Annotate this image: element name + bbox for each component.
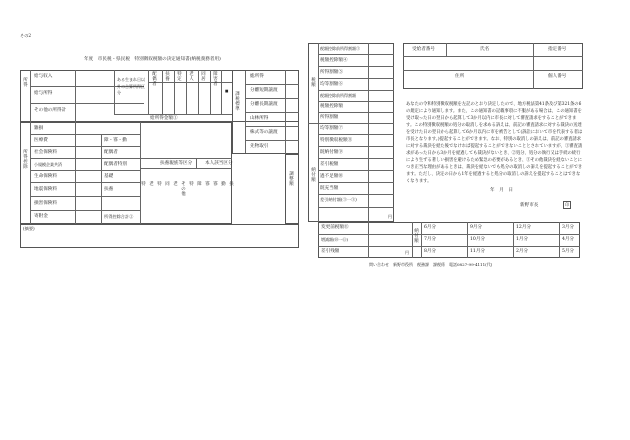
ded-right-3: 基礎 <box>104 174 114 179</box>
ts-row-short: 分離短期譲渡 <box>250 88 278 93</box>
bottom-row-2: 差引残額 <box>321 249 340 254</box>
tax-row-11: 過不足額⑩ <box>320 174 343 179</box>
adjust-label: 調整額 <box>289 172 294 187</box>
month-0: 6月分 <box>424 225 437 230</box>
payment-vertical-label: 納付額 <box>311 168 316 183</box>
dep-col-spouse: 配偶者 <box>152 72 157 87</box>
month-3: 9月分 <box>470 225 483 230</box>
tax-row-0: 税額控除前所得割額③ <box>320 46 360 51</box>
hdr-name: 氏名 <box>480 47 490 52</box>
contact-line: 問い合わせ 新野市役所 税務課 課税係 電話0827-99-4111(代) <box>369 262 493 267</box>
bottom-row-0: 変更前税額⑪ <box>321 225 349 230</box>
tax-row-2: 所得割額⑤ <box>320 70 343 75</box>
ded-sub-8: 寡 <box>205 182 210 187</box>
tax-row-12: 既充当額 <box>320 186 339 191</box>
dep-col-disabled: 障害者 <box>213 72 218 87</box>
ded-right-5: 所得控除合計② <box>104 214 134 219</box>
ded-left-2: 社会保険料 <box>34 150 57 155</box>
month-5: 11月分 <box>470 249 486 254</box>
ts-row-forest: 山林所得 <box>250 116 269 121</box>
seal-label: 印 <box>565 202 569 207</box>
ded-sub-2: 特 <box>157 182 162 187</box>
ded-sub-9: 寡 <box>213 182 218 187</box>
ded-sub-4: 老 <box>173 182 178 187</box>
hdr-address: 住所 <box>455 74 465 79</box>
income-section-label: 所得 <box>23 78 28 88</box>
ded-sub-7: 障 <box>197 182 202 187</box>
deduction-section-label: 所得控除 <box>23 150 28 170</box>
ded-right-2: 配偶者特別 <box>104 162 127 167</box>
tax-row-10: 差引税額 <box>320 162 339 167</box>
tax-standard-side-label: 課税標準 <box>235 92 240 112</box>
corner-label: その2 <box>20 33 32 38</box>
hdr-recipient-no: 受給者番号 <box>412 47 435 52</box>
dep-col-support: 扶養 <box>165 72 170 82</box>
ts-row-stock: 株式等の譲渡 <box>250 130 278 135</box>
ded-right-0: 障・寡・勤 <box>104 138 127 143</box>
memo-block <box>20 224 299 248</box>
month-11: 5月分 <box>562 249 575 254</box>
dep-col-together: 同居 <box>201 72 206 82</box>
income-row-other: その他の所得計 <box>34 108 67 113</box>
income-total-label: 給所得金額① <box>150 116 178 121</box>
adjust-block <box>285 154 299 224</box>
ded-left-5: 地震保険料 <box>34 187 57 192</box>
month-10: 4月分 <box>562 237 575 242</box>
ts-row-long: 分離長期譲渡 <box>250 102 278 107</box>
ded-sub-10: 勤 <box>221 182 226 187</box>
dep-count-header: 本人該当区分 <box>205 161 233 166</box>
ded-left-4: 生命保険料 <box>34 174 57 179</box>
month-8: 2月分 <box>516 249 529 254</box>
ded-sub-3: 同 <box>165 182 170 187</box>
month-6: 12月分 <box>516 225 532 230</box>
ded-right-1: 配偶者 <box>104 150 118 155</box>
ded-left-7: 寄附金 <box>34 214 48 219</box>
bottom-yen-0: 円 <box>405 250 409 255</box>
dep-mark: ■ <box>225 89 229 93</box>
income-row-salary: 給与収入 <box>34 74 53 79</box>
notice-date: 年 月 日 <box>490 188 513 193</box>
month-2: 8月分 <box>424 249 437 254</box>
ded-right-4: 扶養 <box>104 187 114 192</box>
bottom-row-1: 増減額(⑩一⑪) <box>321 237 349 242</box>
dep-header: 扶養親族等区分 <box>160 161 193 166</box>
ded-sub-1: 老 <box>149 182 154 187</box>
issuer: 新野市長 <box>520 203 539 208</box>
hdr-designated-no: 指定番号 <box>548 47 567 52</box>
payment-months-label: 納付額 <box>414 229 419 244</box>
ded-sub-6: 特 <box>189 182 194 187</box>
income-mid-label: ある生まれ日以外の合算所得区分 <box>117 77 145 95</box>
month-1: 7月分 <box>424 237 437 242</box>
ded-left-3: 小規模企業共済 <box>34 162 62 167</box>
ts-row-total: 総所得 <box>250 74 264 79</box>
tax-row-13: 差引納付額(③一③) <box>320 197 357 202</box>
month-4: 10月分 <box>470 237 486 242</box>
ded-sub-5: その他 <box>181 182 186 197</box>
tax-row-3: 均等割額⑥ <box>320 82 343 87</box>
memo-label: (摘要) <box>23 226 35 231</box>
notice-text: あなたの令和特別徴収税額を左記のとおり決定したので、地方税法第41条及び第321条の6の規定により通知します。また、この通知書の記載事項に不服がある場合は、この通知書を受け取った日の翌日から起算して3か月以内に市長に対して審査請求をすることができます。この特別徴収税額の処分の取消しを求める訴えは、前記の審査請求に対する裁決の送達を受けた日の翌日から起算して6か月以内に市を被告として(訴訟において市を代表する者は市長となります。)提起することができます。なお、特別の取消しの訴えは、前記の審査請求に対する裁決を経た後でなければ提起することができないこととされていますが、①審査請求があった日から3か月を経過しても裁決がないとき、②処分、処分の執行又は手続の続行により生ずる著しい損害を避けるため緊急の必要があるとき、③その他裁決を経ないことにつき正当な理由があるときは、裁決を経ないでも処分の取消しの訴えを提起することができます。ただし、決定の日から1年を経過すると処分の取消しの訴えを提起することはできなくなります。 <box>406 102 583 184</box>
month-7: 1月分 <box>516 237 529 242</box>
month-9: 3月分 <box>562 225 575 230</box>
ded-left-6: 損害保険料 <box>34 201 57 206</box>
tax-row-5: 税額控除額 <box>320 104 343 109</box>
hdr-personal-no: 個人番号 <box>548 74 567 79</box>
ded-sub-0: 特 <box>141 182 146 187</box>
dep-col-elderly: 老人 <box>189 72 194 82</box>
tax-row-8: 特別徴収税額⑧ <box>320 138 353 143</box>
ded-left-1: 医療費 <box>34 138 48 143</box>
form-title: 年度 市民税・県民税 特別徴収税額の決定通知書(納税義務者用) <box>84 57 221 62</box>
tax-row-1: 税額控除額④ <box>320 58 348 63</box>
ts-row-futures: 先物取引 <box>250 144 269 149</box>
ded-left-0: 雑損 <box>34 126 44 131</box>
tax-row-4: 税額控除前所得割額 <box>320 93 356 98</box>
income-row-salary-income: 給与所得 <box>34 91 53 96</box>
ded-sub-11: 扶 <box>229 182 234 187</box>
tax-row-6: 所得割額 <box>320 115 339 120</box>
tax-row-7: 均等割額⑦ <box>320 126 343 131</box>
tax-unit: 円 <box>388 214 392 219</box>
tax-row-9: 既納付額⑨ <box>320 150 343 155</box>
dep-col-special: 特定 <box>177 72 182 82</box>
payment-schedule <box>318 222 580 258</box>
tax-vertical-label: 税額 <box>311 78 316 88</box>
